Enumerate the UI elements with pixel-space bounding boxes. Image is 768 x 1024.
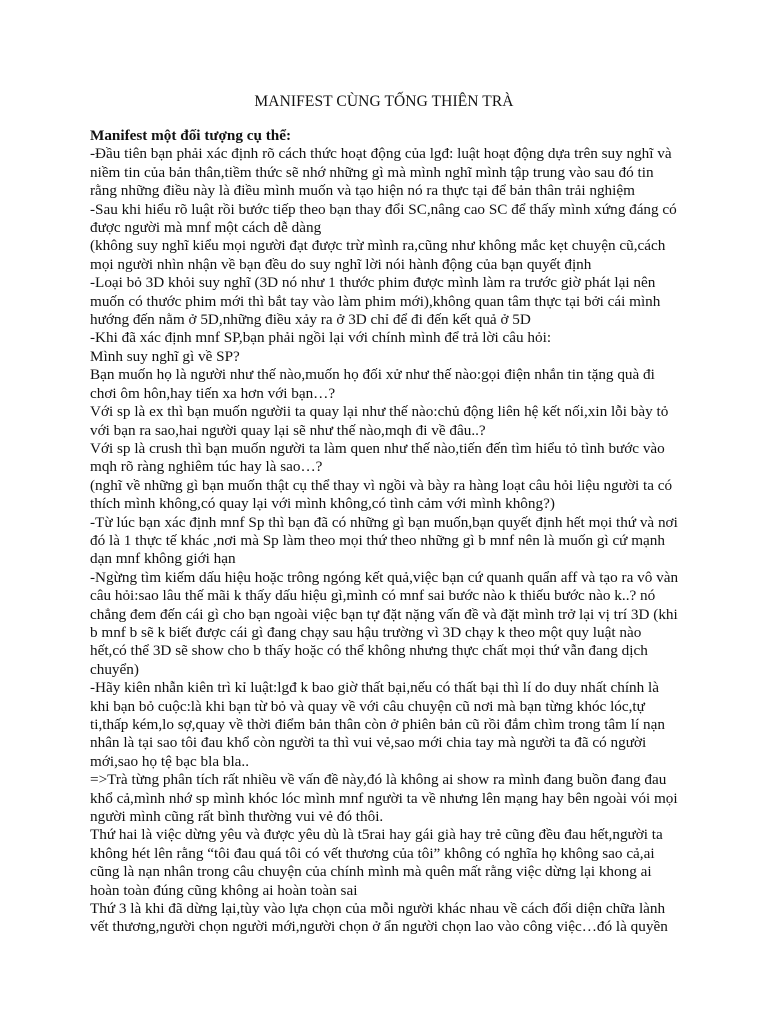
paragraph: -Khi đã xác định mnf SP,bạn phải ngồi lại với chính mình để trả lời câu hỏi: <box>90 329 552 347</box>
paragraph: Với sp là ex thì bạn muốn ngườii ta quay lại như thế nào:chủ động liên hệ kết nối,xin lỗi bày tỏ với bạn ra sao,hai người quay lại sẽ như thế nào,mqh đi về đâu..? <box>90 403 669 439</box>
document-title: MANIFEST CÙNG TỐNG THIÊN TRÀ <box>254 93 514 110</box>
paragraph: Mình suy nghĩ gì về SP? <box>90 347 240 365</box>
paragraph: Với sp là crush thì bạn muốn người ta làm quen như thế nào,tiến đến tìm hiểu tỏ tình bước vào mqh rõ ràng nghiêm túc hay là sao…? <box>90 439 665 476</box>
paragraph: -Hãy kiên nhẫn kiên trì kỉ luật:lgđ k bao giờ thất bại,nếu có thất bại thì lí do duy nhất chính là khi bạn bỏ cuộc:là khi bạn từ bỏ và quay về với câu chuyện cũ nơi mà bạn từng khóc lóc,tự ti,thấp kém,lo sợ,quay về thời điểm bản thân còn ở phiên bản cũ rồi đắm chìm trong tâm lí nạn nhân là tại sao tôi đau khổ còn người ta thì vui vẻ,sao mới chia tay mà người ta đã có người mới,sao họ tệ bạc bla bla.. <box>90 679 665 770</box>
paragraph: -Từ lúc bạn xác định mnf Sp thì bạn đã có những gì bạn muốn,bạn quyết định hết mọi thứ và nơi đó là 1 thực tế khác ,nơi mà Sp làm theo mọi thứ theo những gì b mnf nên là muốn gì cứ mạnh dạn mnf không giới hạn <box>90 513 678 568</box>
paragraph: -Đầu tiên bạn phải xác định rõ cách thức hoạt động của lgđ: luật hoạt động dựa trên suy nghĩ và niềm tin của bản thân,tiềm thức sẽ nhớ những gì mà mình nghĩ mình tập trung vào sau đó tin rằng những điều này là điều mình muốn và tạo hiện nó ra thực tại để bản thân trải nghiệm <box>90 145 672 200</box>
paragraph: Thứ 3 là khi đã dừng lại,tùy vào lựa chọn của mỗi người khác nhau về cách đối diện chữa lành vết thương,người chọn người mới,người chọn ở ẩn người chọn lao vào công việc…đó là quyền <box>90 900 668 936</box>
paragraph: -Ngừng tìm kiếm dấu hiệu hoặc trông ngóng kết quả,việc bạn cứ quanh quẩn aff và tạo ra vô vàn câu hỏi:sao lâu thế mãi k thấy dấu hiệu gì,mình có mnf sai bước nào k thiếu bước nào k..? nó chẳng đem đến cái gì cho bạn ngoài việc bạn tự đặt nặng vấn đề và đặt mình trở lại vị trí 3D (khi b mnf b sẽ k biết được cái gì đang chạy sau hậu trường vì 3D chạy k theo một quy luật nào hết,có thể 3D sẽ show cho b thấy hoặc có thể không nhưng thực chất mọi thứ vẫn đang dịch chuyển) <box>90 568 679 678</box>
paragraph: Bạn muốn họ là người như thế nào,muốn họ đối xử như thế nào:gọi điện nhắn tin tặng quà đi chơi ôm hôn,hay tiến xa hơn với bạn…? <box>90 366 655 402</box>
document-body <box>90 127 680 937</box>
paragraph: Thứ hai là việc dừng yêu và được yêu dù là t5rai hay gái già hay trẻ cũng đều đau hết,người ta không hét lên rằng “tôi đau quá tôi có vết thương của tôi” không có nghĩa họ không sao cả,ai cũng là nạn nhân trong câu chuyện của chính mình mà quên mất rằng việc dừng lại khong ai hoàn toàn đúng cũng không ai hoàn toàn sai <box>90 826 663 899</box>
paragraph: -Loại bỏ 3D khỏi suy nghĩ (3D nó như 1 thước phim được mình làm ra trước giờ phát lại nên muốn có thước phim mới thì bắt tay vào làm phim mới),không quan tâm thực tại bởi cái mình hướng đến nằm ở 5D,những điều xảy ra ở 3D chỉ để đi đến kết quả ở 5D <box>90 274 661 329</box>
section-heading: Manifest một đối tượng cụ thể: <box>90 127 292 144</box>
paragraph: -Sau khi hiểu rõ luật rồi bước tiếp theo bạn thay đổi SC,nâng cao SC để thấy mình xứng đáng có được người mà mnf một cách dễ dàng <box>90 200 677 237</box>
paragraph: (nghĩ về những gì bạn muốn thật cụ thể thay vì ngồi và bày ra hàng loạt câu hỏi liệu người ta có thích mình không,có quay lại với mình không,có tình cảm với mình không?) <box>90 476 673 513</box>
paragraph: =>Trà từng phân tích rất nhiều về vấn đề này,đó là không ai show ra mình đang buồn đang đau khổ cả,mình nhớ sp mình khóc lóc mình mnf người ta về nhưng lên mạng hay bên ngoài vói mọi người mình cũng rất bình thường vui vẻ đó thôi. <box>90 771 678 826</box>
paragraph: (không suy nghĩ kiểu mọi người đạt được trừ mình ra,cũng như không mắc kẹt chuyện cũ,cách mọi người nhìn nhận về bạn đều do suy nghĩ lời nói hành động của bạn quyết định <box>90 237 666 273</box>
